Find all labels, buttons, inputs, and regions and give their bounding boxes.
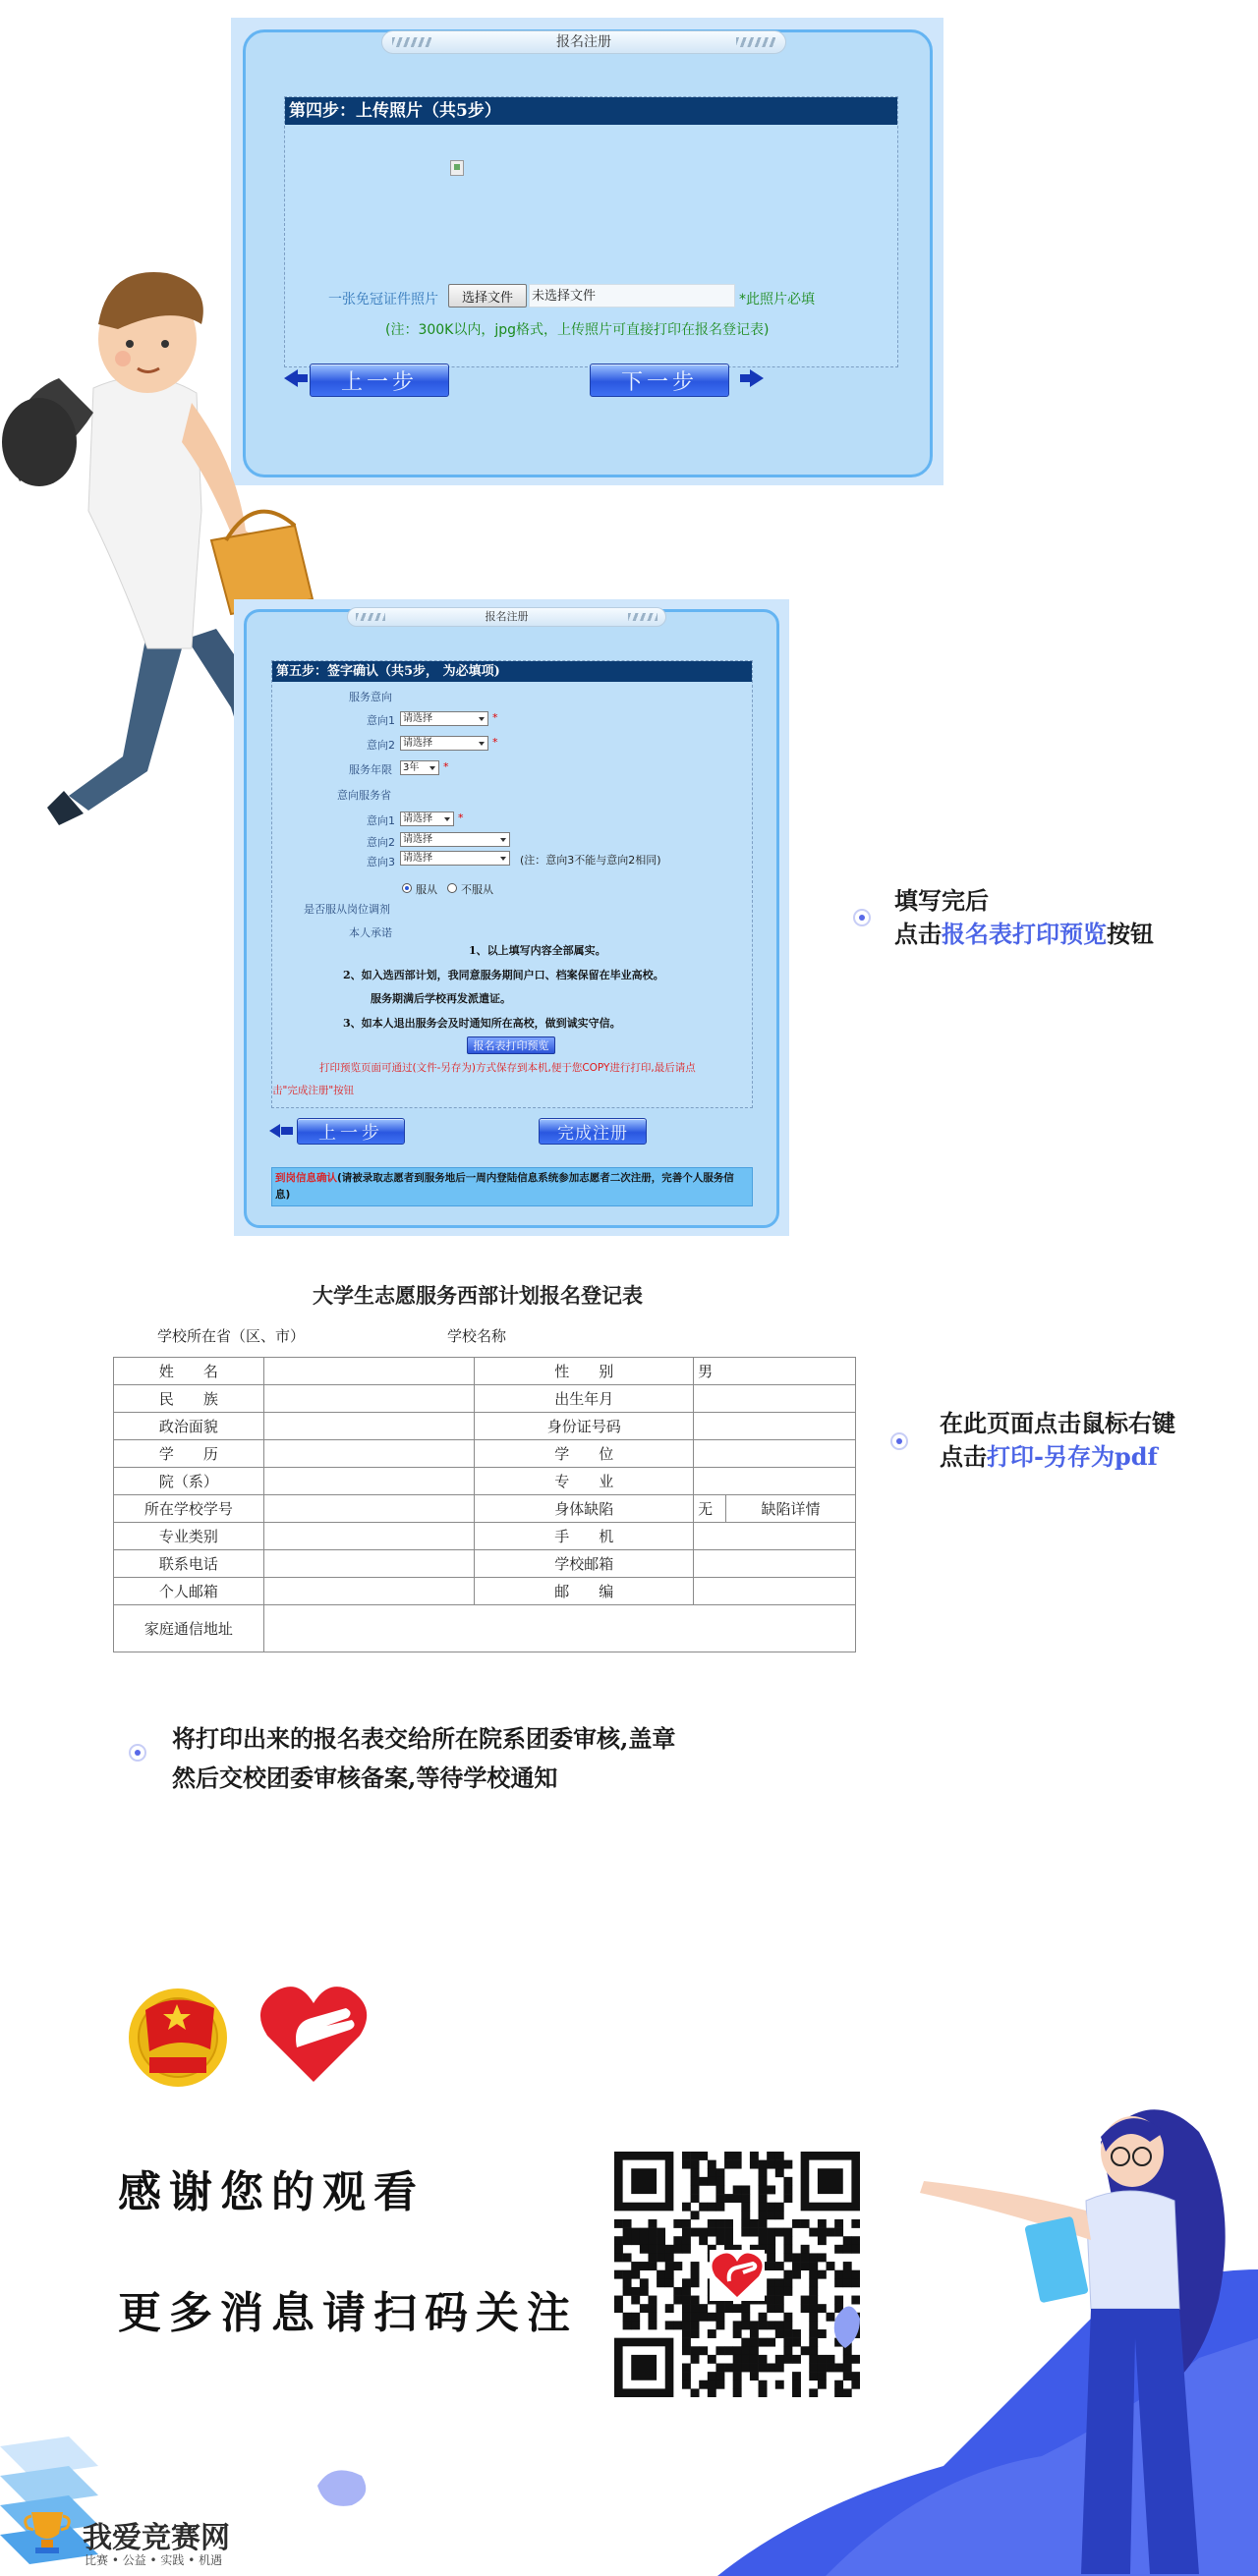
row-value xyxy=(694,1550,856,1578)
tip2-line1: 在此页面点击鼠标右键 xyxy=(940,1409,1175,1437)
row-value xyxy=(263,1550,475,1578)
step4-prev-button[interactable]: 上一步 xyxy=(310,364,449,397)
row-value xyxy=(263,1440,475,1468)
province1-select[interactable]: 请选择 xyxy=(400,812,454,826)
row-label: 身份证号码 xyxy=(475,1413,694,1440)
row-value xyxy=(263,1523,475,1550)
post-info-red: 到岗信息确认 xyxy=(275,1172,337,1184)
finish-registration-button[interactable]: 完成注册 xyxy=(539,1118,647,1145)
intent2-label: 意向2 xyxy=(367,739,395,752)
photo-required-note: *此照片必填 xyxy=(739,292,815,308)
brand-slogan: 比赛 • 公益 • 实践 • 机遇 xyxy=(85,2553,223,2567)
obey-label: 是否服从岗位调剂 xyxy=(304,903,390,916)
tip3-line1: 将打印出来的报名表交给所在院系团委审核,盖章 xyxy=(172,1724,676,1753)
post-info-text: (请被录取志愿者到服务地后一周内登陆信息系统参加志愿者二次注册，完善个人服务信息) xyxy=(275,1172,734,1201)
row-value xyxy=(694,1440,856,1468)
step5-prev-button[interactable]: 上一步 xyxy=(297,1118,405,1145)
tip2-text xyxy=(940,1407,1175,1474)
row-label: 性 别 xyxy=(475,1358,694,1385)
step5-screenshot xyxy=(234,599,789,1236)
step4-form xyxy=(284,96,898,367)
tip1-line1: 填写完后 xyxy=(894,886,989,915)
row-value xyxy=(263,1578,475,1605)
file-name-field xyxy=(529,284,735,308)
step5-form xyxy=(271,660,753,1108)
row-label: 联系电话 xyxy=(114,1550,264,1578)
tip3-line2: 然后交校团委审核备案,等待学校通知 xyxy=(172,1764,558,1792)
registration-row xyxy=(114,1358,856,1385)
service-years-select[interactable]: 3年 xyxy=(400,760,439,775)
row-value xyxy=(694,1468,856,1495)
brand-trophy-icon xyxy=(22,2508,73,2557)
row-value xyxy=(694,1523,856,1550)
registration-table xyxy=(113,1357,856,1652)
row-label: 学 历 xyxy=(114,1440,264,1468)
step5-tab xyxy=(347,607,666,627)
row-value xyxy=(694,1385,856,1413)
row-label: 身体缺陷 xyxy=(475,1495,694,1523)
obey-no-label: 不服从 xyxy=(461,883,493,896)
intent1-label: 意向1 xyxy=(367,714,395,727)
row-value xyxy=(263,1385,475,1413)
row-label: 民 族 xyxy=(114,1385,264,1413)
post-info-box xyxy=(271,1167,753,1206)
row-value xyxy=(694,1578,856,1605)
intent1-required: * xyxy=(492,711,498,724)
tip3-bullet-icon xyxy=(129,1744,146,1762)
row-value xyxy=(263,1413,475,1440)
row-label: 出生年月 xyxy=(475,1385,694,1413)
intent1-select[interactable]: 请选择 xyxy=(400,711,488,726)
brand-name: 我爱竞赛网 xyxy=(83,2521,230,2555)
registration-row xyxy=(114,1550,856,1578)
intent2-select[interactable]: 请选择 xyxy=(400,736,488,751)
province-note: (注：意向3不能与意向2相同) xyxy=(520,854,661,867)
youth-league-emblem-icon xyxy=(126,1981,230,2091)
row-value xyxy=(694,1413,856,1440)
school-name-label: 学校名称 xyxy=(447,1327,507,1345)
step5-tab-title: 报名注册 xyxy=(485,610,529,623)
province1-label: 意向1 xyxy=(367,814,395,827)
photo-label: 一张免冠证件照片 xyxy=(328,292,438,308)
row-label: 姓 名 xyxy=(114,1358,264,1385)
row-value xyxy=(263,1495,475,1523)
promise-2: 2、如入选西部计划，我同意服务期间户口、档案保留在毕业高校。 xyxy=(343,969,664,981)
no-file-text: 未选择文件 xyxy=(532,289,597,304)
promise-2b: 服务期满后学校再发派遣证。 xyxy=(371,992,511,1005)
registration-row xyxy=(114,1413,856,1440)
row-value: 男 xyxy=(694,1358,856,1385)
registration-row xyxy=(114,1440,856,1468)
print-preview-button[interactable]: 报名表打印预览 xyxy=(467,1036,555,1054)
row-label: 手 机 xyxy=(475,1523,694,1550)
step4-tab-title: 报名注册 xyxy=(556,34,611,50)
print-note-line1: 打印预览页面可通过(文件-另存为)方式保存到本机,便于您COPY进行打印,最后请点 xyxy=(319,1062,696,1074)
step5-title: 第五步：签字确认（共5步， 为必填项) xyxy=(276,664,500,679)
tip1-bullet-icon xyxy=(853,909,871,926)
registration-form-title: 大学生志愿服务西部计划报名登记表 xyxy=(313,1283,643,1308)
registration-row xyxy=(114,1523,856,1550)
step4-tab xyxy=(381,30,786,54)
step5-prev-arrow-icon xyxy=(269,1124,280,1138)
province-label: 意向服务省 xyxy=(337,789,391,802)
obey-yes-radio[interactable] xyxy=(402,883,412,893)
row-label: 邮 编 xyxy=(475,1578,694,1605)
row-label: 所在学校学号 xyxy=(114,1495,264,1523)
tip1-text xyxy=(894,884,1154,951)
step4-title-bar xyxy=(285,97,897,125)
province1-required: * xyxy=(458,812,464,824)
row-label: 个人邮箱 xyxy=(114,1578,264,1605)
school-province-label: 学校所在省（区、市） xyxy=(157,1327,306,1345)
tip2-line2: 点击打印-另存为pdf xyxy=(940,1442,1158,1471)
promise-3: 3、如本人退出服务会及时通知所在高校，做到诚实守信。 xyxy=(343,1017,621,1030)
province3-select[interactable]: 请选择 xyxy=(400,851,510,866)
address-value xyxy=(263,1605,855,1652)
service-years-label: 服务年限 xyxy=(349,763,392,776)
promise-label: 本人承诺 xyxy=(349,926,392,939)
row-value xyxy=(263,1358,475,1385)
row-label: 学 位 xyxy=(475,1440,694,1468)
province2-label: 意向2 xyxy=(367,836,395,849)
print-note-line2: 击"完成注册"按钮 xyxy=(272,1085,355,1096)
row-label: 院（系） xyxy=(114,1468,264,1495)
step4-next-button[interactable]: 下一步 xyxy=(590,364,729,397)
row-label: 缺陷详情 xyxy=(726,1495,856,1523)
promise-1: 1、以上填写内容全部属实。 xyxy=(469,944,606,957)
step5-title-bar xyxy=(272,661,752,682)
tip1-highlight: 报名表打印预览 xyxy=(942,920,1107,948)
step4-screenshot xyxy=(231,18,944,485)
obey-yes-label: 服从 xyxy=(416,883,437,896)
upload-note: (注：300K以内，jpg格式，上传照片可直接打印在报名登记表) xyxy=(385,322,770,338)
row-value xyxy=(263,1468,475,1495)
registration-row xyxy=(114,1495,856,1523)
province3-label: 意向3 xyxy=(367,856,395,868)
choose-file-button[interactable]: 选择文件 xyxy=(448,284,527,308)
step4-title: 第四步：上传照片（共5步） xyxy=(289,101,501,121)
obey-no-radio[interactable] xyxy=(447,883,457,893)
row-label: 学校邮箱 xyxy=(475,1550,694,1578)
row-label: 专 业 xyxy=(475,1468,694,1495)
scan-heading: 更多消息请扫码关注 xyxy=(118,2288,578,2338)
years-required: * xyxy=(443,760,449,773)
thanks-heading: 感谢您的观看 xyxy=(118,2167,425,2217)
registration-row xyxy=(114,1385,856,1413)
registration-row-address xyxy=(114,1605,856,1652)
volunteer-heart-logo-icon xyxy=(257,1979,371,2089)
row-label: 政治面貌 xyxy=(114,1413,264,1440)
step4-next-arrow-icon xyxy=(750,369,764,387)
photo-placeholder-icon xyxy=(450,160,464,176)
registration-row xyxy=(114,1468,856,1495)
tip1-line2: 点击报名表打印预览按钮 xyxy=(894,920,1154,948)
service-intent-label: 服务意向 xyxy=(349,691,392,703)
tip2-bullet-icon xyxy=(890,1432,908,1450)
province2-select[interactable]: 请选择 xyxy=(400,832,510,847)
row-value: 无 xyxy=(694,1495,726,1523)
girl-illustration xyxy=(688,2044,1258,2576)
tip2-highlight: 打印-另存为pdf xyxy=(987,1442,1158,1471)
row-label: 专业类别 xyxy=(114,1523,264,1550)
intent2-required: * xyxy=(492,736,498,749)
tip3-text xyxy=(172,1719,675,1798)
decorative-drop-icon xyxy=(313,2466,372,2509)
address-label: 家庭通信地址 xyxy=(114,1605,264,1652)
registration-row xyxy=(114,1578,856,1605)
